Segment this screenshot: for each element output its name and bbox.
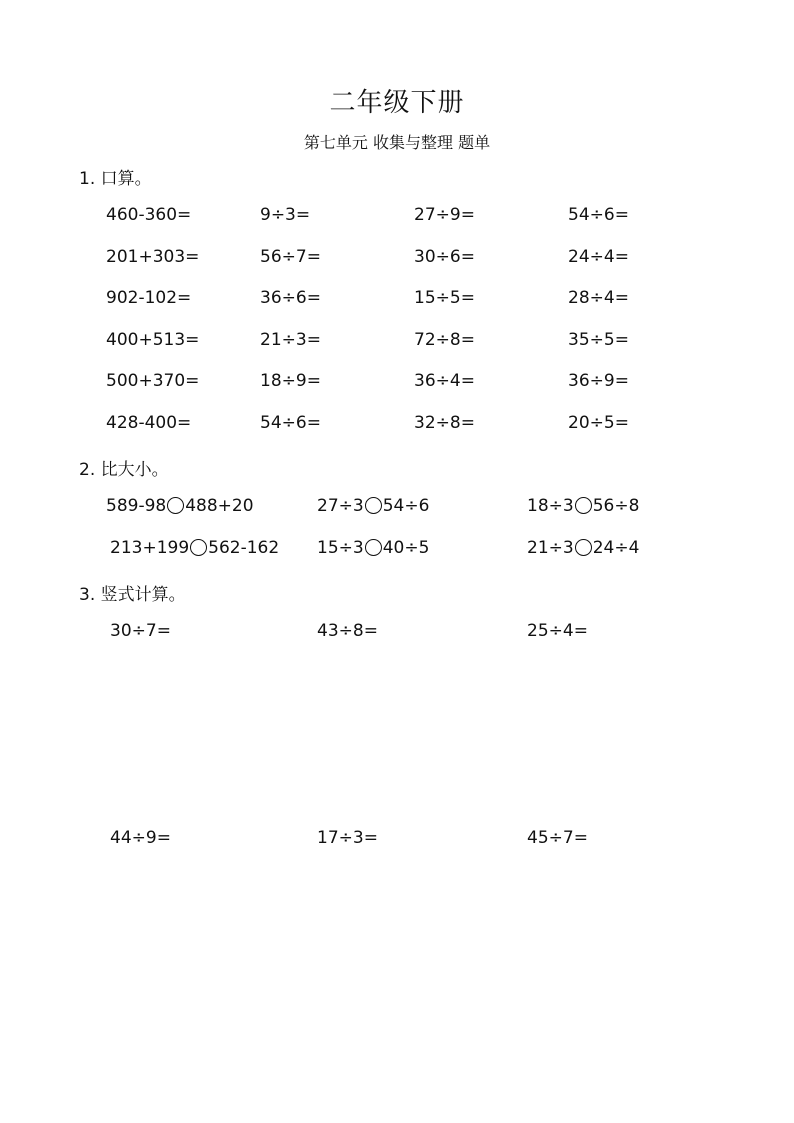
compare-right: 56÷8	[592, 496, 640, 516]
compare-circle[interactable]	[575, 497, 592, 514]
oral-problem: 21÷3=	[260, 330, 321, 350]
oral-problem: 28÷4=	[568, 288, 629, 308]
compare-problem	[106, 496, 254, 516]
oral-problem: 72÷8=	[414, 330, 475, 350]
oral-problem: 36÷4=	[414, 371, 475, 391]
oral-problem: 201+303=	[106, 247, 200, 267]
oral-problem: 27÷9=	[414, 205, 475, 225]
oral-problem: 428-400=	[106, 413, 192, 433]
oral-problem: 400+513=	[106, 330, 200, 350]
compare-problem	[110, 538, 279, 558]
vertical-problem: 30÷7=	[110, 621, 171, 641]
compare-right: 40÷5	[382, 538, 430, 558]
oral-problem: 54÷6=	[568, 205, 629, 225]
vertical-problem: 43÷8=	[317, 621, 378, 641]
vertical-problem: 17÷3=	[317, 828, 378, 848]
compare-circle[interactable]	[167, 497, 184, 514]
vertical-problem: 44÷9=	[110, 828, 171, 848]
compare-right: 488+20	[185, 496, 254, 516]
section-heading-oral: 1. 口算。	[79, 169, 152, 189]
oral-problem: 36÷6=	[260, 288, 321, 308]
compare-problem	[317, 496, 429, 516]
compare-left: 15÷3	[317, 538, 364, 558]
compare-circle[interactable]	[365, 539, 382, 556]
oral-problem: 30÷6=	[414, 247, 475, 267]
compare-right: 562-162	[208, 538, 280, 558]
compare-left: 213+199	[110, 538, 190, 558]
oral-problem: 18÷9=	[260, 371, 321, 391]
compare-right: 54÷6	[382, 496, 430, 516]
oral-problem: 20÷5=	[568, 413, 629, 433]
section-heading-vertical: 3. 竖式计算。	[79, 585, 186, 605]
page-subtitle: 第七单元 收集与整理 题单	[303, 133, 491, 152]
compare-left: 18÷3	[527, 496, 574, 516]
compare-left: 21÷3	[527, 538, 574, 558]
compare-circle[interactable]	[190, 539, 207, 556]
vertical-problem: 25÷4=	[527, 621, 588, 641]
compare-problem	[527, 538, 639, 558]
oral-problem: 460-360=	[106, 205, 192, 225]
section-heading-compare: 2. 比大小。	[79, 460, 169, 480]
oral-problem: 35÷5=	[568, 330, 629, 350]
oral-problem: 56÷7=	[260, 247, 321, 267]
compare-circle[interactable]	[575, 539, 592, 556]
compare-left: 27÷3	[317, 496, 364, 516]
compare-left: 589-98	[106, 496, 167, 516]
oral-problem: 24÷4=	[568, 247, 629, 267]
page-title: 二年级下册	[329, 88, 465, 118]
oral-problem: 36÷9=	[568, 371, 629, 391]
oral-problem: 32÷8=	[414, 413, 475, 433]
compare-problem	[527, 496, 639, 516]
oral-problem: 902-102=	[106, 288, 192, 308]
oral-problem: 500+370=	[106, 371, 200, 391]
vertical-problem: 45÷7=	[527, 828, 588, 848]
compare-right: 24÷4	[592, 538, 640, 558]
compare-circle[interactable]	[365, 497, 382, 514]
oral-problem: 15÷5=	[414, 288, 475, 308]
compare-problem	[317, 538, 429, 558]
oral-problem: 54÷6=	[260, 413, 321, 433]
oral-problem: 9÷3=	[260, 205, 311, 225]
